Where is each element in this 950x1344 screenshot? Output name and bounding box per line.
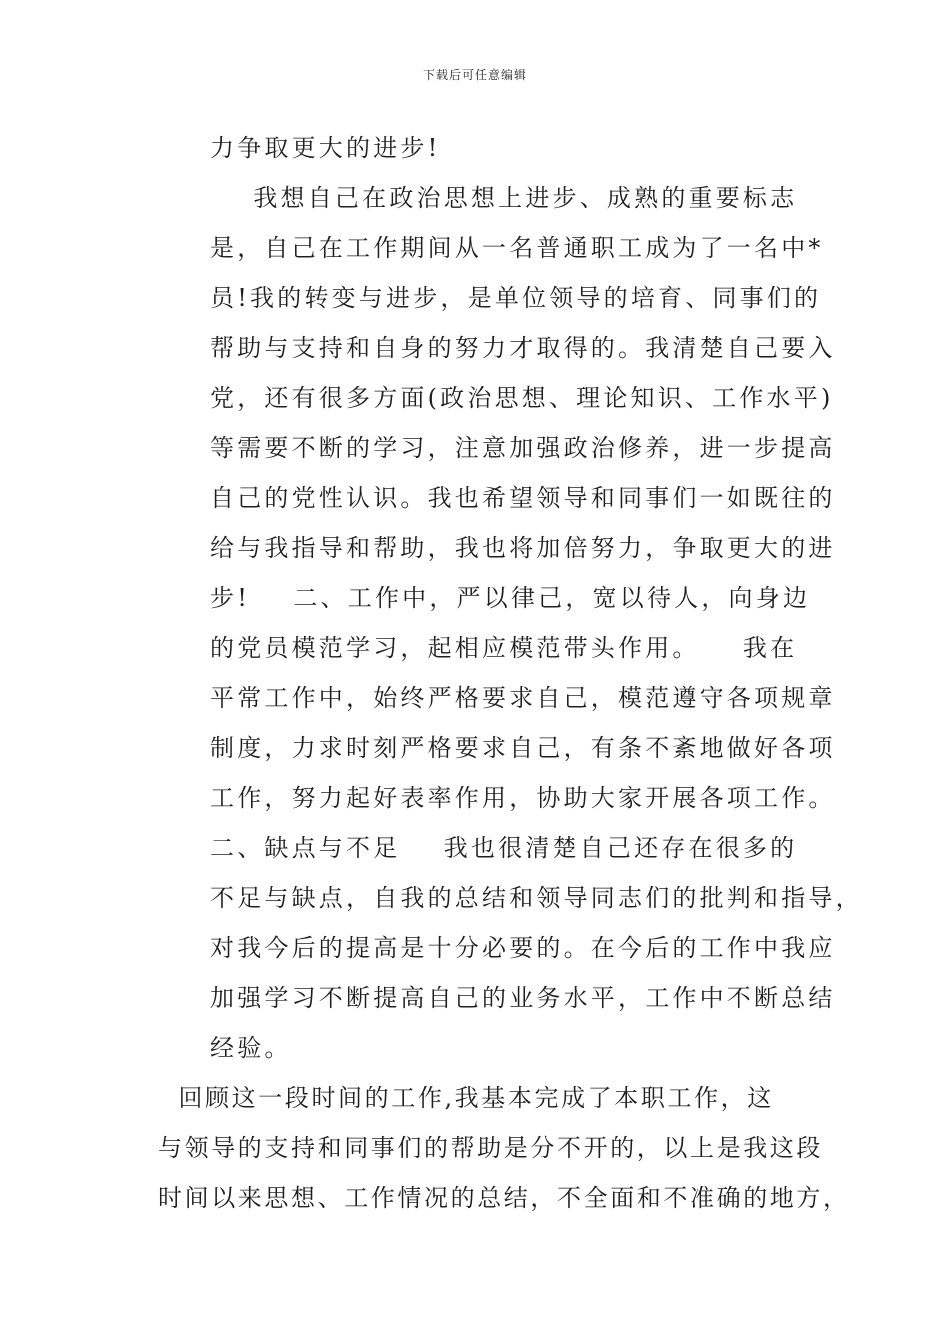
body-line: 步! 二、工作中，严以律己，宽以待人，向身边 (210, 584, 811, 612)
body-line: 的党员模范学习，起相应模范带头作用。 我在 (210, 634, 798, 662)
closing-line: 与领导的支持和同事们的帮助是分不开的，以上是我这段 (158, 1134, 823, 1162)
body-line: 员!我的转变与进步，是单位领导的培育、同事们的 (210, 284, 822, 312)
body-line: 对我今后的提高是十分必要的。在今后的工作中我应 (210, 934, 836, 962)
body-line: 经验。 (210, 1034, 292, 1062)
body-line: 自己的党性认识。我也希望领导和同事们一如既往的 (210, 484, 836, 512)
body-line: 力争取更大的进步! (210, 134, 441, 162)
body-line: 党，还有很多方面(政治思想、理论知识、工作水平) (210, 384, 834, 412)
body-line: 工作，努力起好表率作用，协助大家开展各项工作。 (210, 784, 836, 812)
body-line: 帮助与支持和自身的努力才取得的。我清楚自己要入 (210, 334, 836, 362)
body-line: 是，自己在工作期间从一名普通职工成为了一名中* (210, 234, 824, 262)
closing-line: 回顾这一段时间的工作,我基本完成了本职工作，这 (158, 1084, 774, 1112)
body-line: 制度，力求时刻严格要求自己，有条不紊地做好各项 (210, 734, 836, 762)
header-note: 下载后可任意编辑 (422, 68, 527, 82)
body-line: 加强学习不断提高自己的业务水平，工作中不断总结 (210, 984, 836, 1012)
body-line: 平常工作中，始终严格要求自己，模范遵守各项规章 (210, 684, 836, 712)
closing-line: 时间以来思想、工作情况的总结，不全面和不准确的地方， (158, 1184, 850, 1212)
body-line: 不足与缺点，自我的总结和领导同志们的批判和指导， (210, 884, 863, 912)
body-line: 等需要不断的学习，注意加强政治修养，进一步提高 (210, 434, 836, 462)
body-line: 二、缺点与不足 我也很清楚自己还存在很多的 (210, 834, 798, 862)
body-line: 给与我指导和帮助，我也将加倍努力，争取更大的进 (210, 534, 836, 562)
body-line: 我想自己在政治思想上进步、成熟的重要标志 (210, 184, 798, 212)
